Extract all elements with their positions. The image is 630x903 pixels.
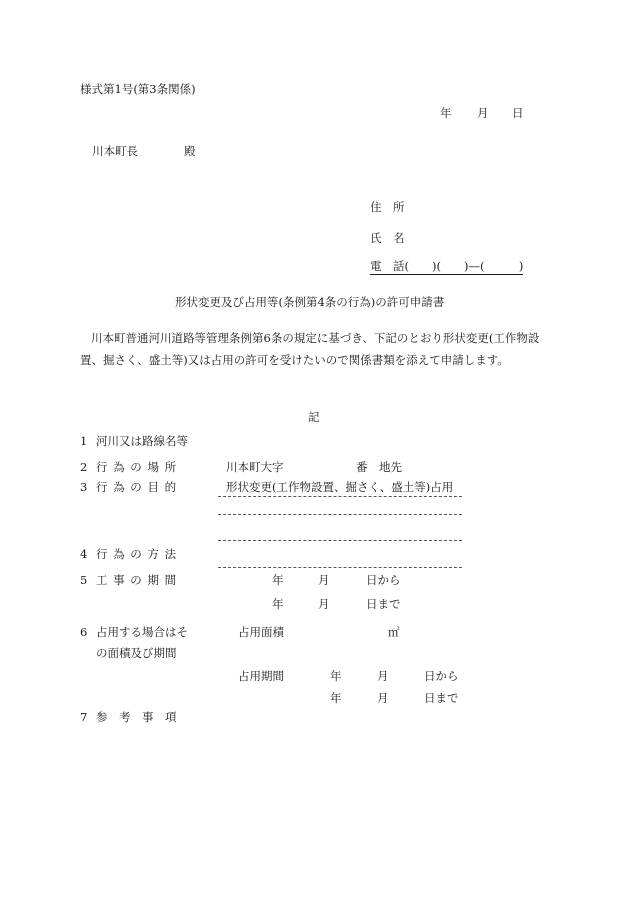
work-to-month: 月: [318, 597, 330, 611]
occ-to-year: 年: [330, 691, 342, 705]
occupancy-area-label: 占用面積: [238, 625, 284, 639]
item-3-value-a: 形状変更(工作物設置、掘さく、盛土等)占用: [226, 480, 454, 494]
document-title: 形状変更及び占用等(条例第4条の行為)の許可申請書: [175, 295, 445, 309]
item-4-label: 行 為 の 方 法: [96, 547, 178, 561]
work-to-year: 年: [272, 597, 284, 611]
occ-to-day: 日まで: [424, 691, 459, 705]
name-label: 氏 名: [370, 231, 405, 245]
item-1-number: 1: [80, 434, 88, 448]
item-6-number: 6: [80, 625, 88, 639]
item-2-value-b: 番 地先: [356, 460, 402, 474]
item-7-label: 参 考 事 項: [96, 710, 177, 724]
fill-line-1: [218, 496, 462, 497]
occ-to-month: 月: [377, 691, 389, 705]
item-2-number: 2: [80, 460, 88, 474]
date-year: 年: [440, 106, 452, 120]
work-from-year: 年: [272, 573, 284, 587]
item-4-number: 4: [80, 547, 88, 561]
occ-from-year: 年: [330, 669, 342, 683]
fill-line-2: [218, 514, 462, 515]
item-5-label: 工 事 の 期 間: [96, 573, 178, 587]
item-3-number: 3: [80, 480, 88, 494]
item-2-label: 行 為 の 場 所: [96, 460, 178, 474]
body-paragraph: [80, 327, 550, 371]
ki-heading: 記: [308, 410, 320, 424]
addressee-name: 川本町長: [92, 144, 138, 158]
date-day: 日: [512, 106, 524, 120]
item-2-value-a: 川本町大字: [226, 460, 284, 474]
form-number: 様式第1号(第3条関係): [80, 82, 196, 96]
occ-from-month: 月: [377, 669, 389, 683]
address-label: 住 所: [370, 200, 405, 214]
item-7-number: 7: [80, 710, 88, 724]
fill-line-4: [218, 567, 462, 568]
item-3-label: 行 為 の 目 的: [96, 480, 178, 494]
phone-label: 電 話( )( )—( ): [370, 259, 524, 273]
fill-line-3: [218, 540, 462, 541]
item-6-label-line2: の面積及び期間: [96, 646, 177, 660]
date-month: 月: [477, 106, 489, 120]
addressee-honorific: 殿: [184, 144, 196, 158]
occupancy-area-unit: ㎡: [388, 625, 400, 639]
work-to-day: 日まで: [366, 597, 401, 611]
item-6-label-line1: 占用する場合はそ: [96, 625, 188, 639]
item-5-number: 5: [80, 573, 88, 587]
work-from-month: 月: [318, 573, 330, 587]
item-1-label: 河川又は路線名等: [96, 434, 188, 448]
occ-from-day: 日から: [424, 669, 459, 683]
occupancy-period-label: 占用期間: [238, 669, 284, 683]
work-from-day: 日から: [366, 573, 401, 587]
body-text: 川本町普通河川道路等管理条例第6条の規定に基づき、下記のとおり形状変更(工作物設置、掘さく、盛土等)又は占用の許可を受けたいので関係書類を添えて申請します。: [80, 331, 540, 367]
